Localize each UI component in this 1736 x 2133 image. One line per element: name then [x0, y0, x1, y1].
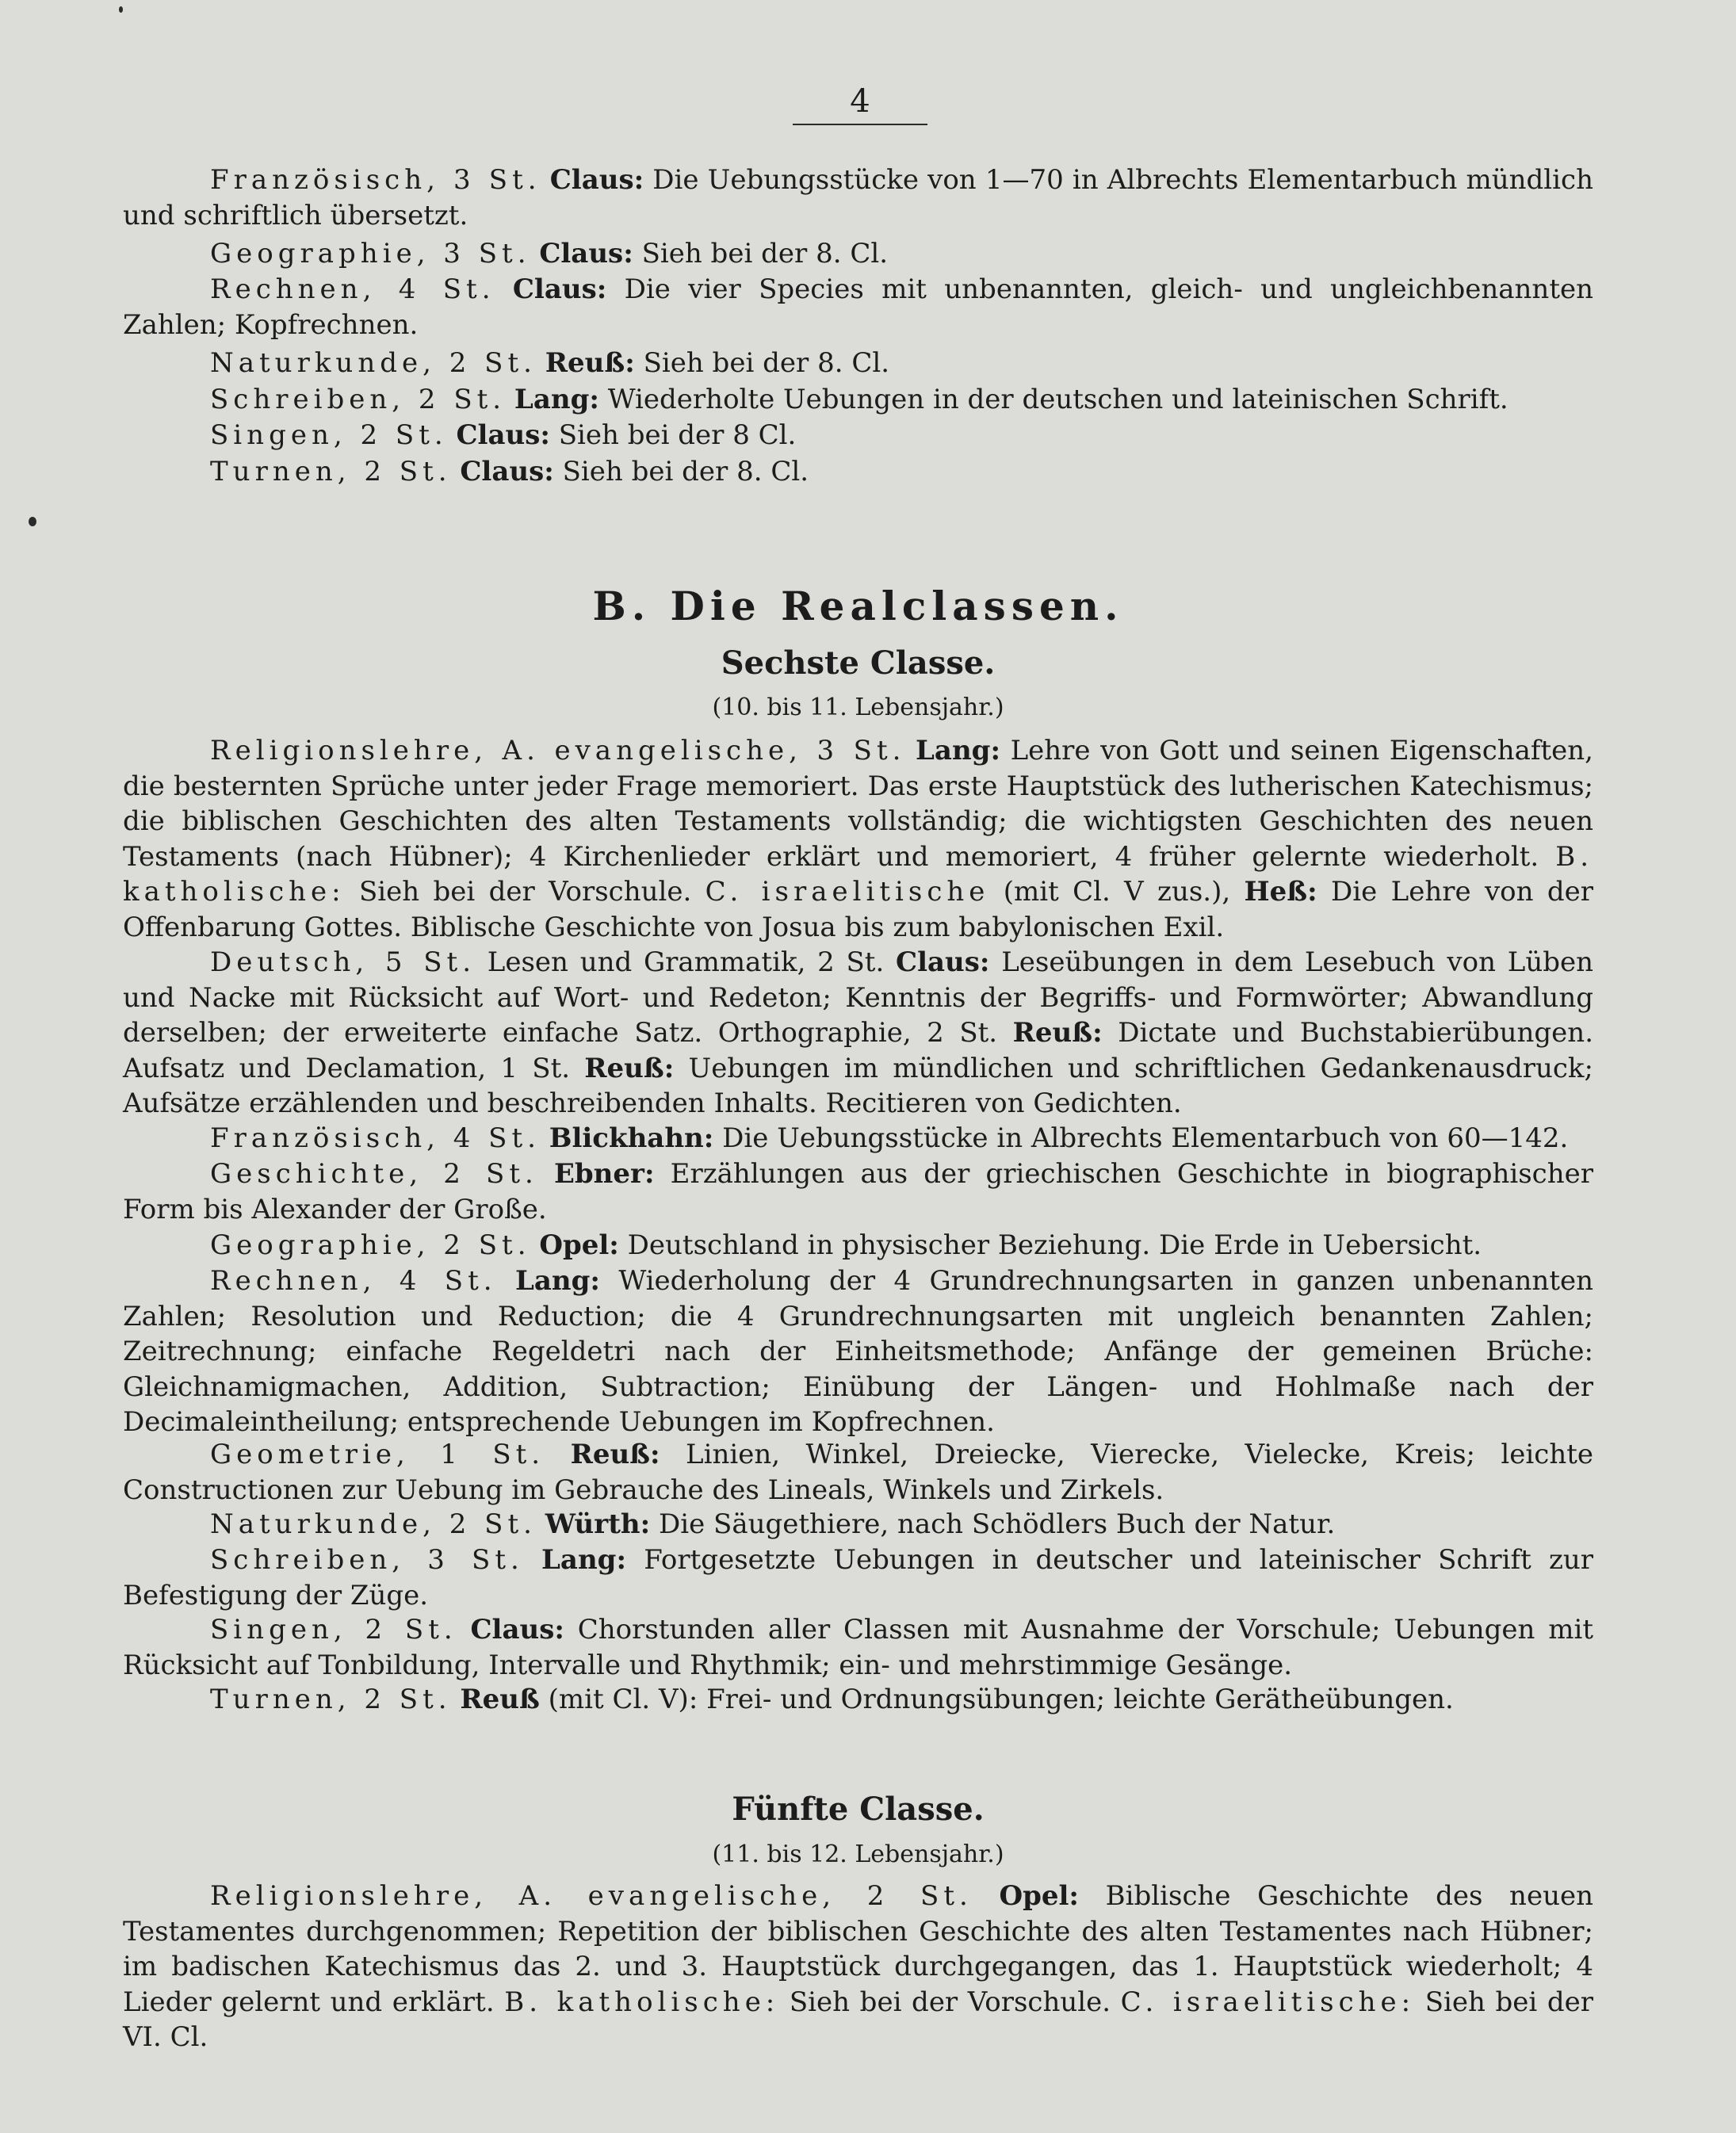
- section-title: B. Die Realclassen.: [592, 583, 1124, 629]
- class6-age: (10. bis 11. Lebensjahr.): [712, 694, 1004, 721]
- class6-geometrie: Geometrie, 1 St. Reuß: Linien, Winkel, Dreiecke, Vierecke, Vielecke, Kreis; leichte Constructionen zur Uebung im Gebrauche des Lineals, Winkels und Zirkels.: [123, 1439, 1594, 1506]
- class6-turnen: Turnen, 2 St. Reuß (mit Cl. V): Frei- und Ordnungsübungen; leichte Gerätheübungen.: [210, 1684, 1454, 1715]
- class5-religion: Religionslehre, A. evangelische, 2 St. Opel: Biblische Geschichte des neuen Testamentes durchgenommen; Repetition der biblischen Geschichte des alten Testamentes nach Hübner; im badischen Katechismus das 2. und 3. Hauptstück durchgegangen, das 1. Hauptstück wiederholt; 4 Lieder gelernt und erklärt. B. katholische: Sieh bei der Vorschule. C. israelitische: Sieh bei der VI. Cl.: [123, 1880, 1594, 2053]
- page-number: 4: [793, 79, 927, 125]
- entry-turnen-top: Turnen, 2 St. Claus: Sieh bei der 8. Cl.: [210, 456, 809, 487]
- entry-singen-top: Singen, 2 St. Claus: Sieh bei der 8 Cl.: [210, 419, 797, 451]
- entry-geographie-top: Geographie, 3 St. Claus: Sieh bei der 8. Cl.: [210, 238, 889, 269]
- class6-rechnen: Rechnen, 4 St. Lang: Wiederholung der 4 Grundrechnungsarten in ganzen unbenannten Zahlen; Resolution und Reduction; die 4 Grundrechnungsarten mit ungleich benannten Zahlen; Zeitrechnung; einfache Regeldetri nach der Einheitsmethode; Anfänge der gemeinen Brüche: Gleichnamigmachen, Addition, Subtraction; Einübung der Längen- und Hohlmaße nach der Decimaleintheilung; entsprechende Uebungen im Kopfrechnen.: [123, 1265, 1594, 1438]
- class6-franzoesisch: Französisch, 4 St. Blickhahn: Die Uebungsstücke in Albrechts Elementarbuch von 60—142.: [210, 1122, 1569, 1154]
- class6-deutsch: Deutsch, 5 St. Lesen und Grammatik, 2 St. Claus: Leseübungen in dem Lesebuch von Lüben und Nacke mit Rücksicht auf Wort- und Redeton; Kenntnis der Begriffs- und Formwörter; Abwandlung derselben; der erweiterte einfache Satz. Orthographie, 2 St. Reuß: Dictate und Buchstabierübungen. Aufsatz und Declamation, 1 St. Reuß: Uebungen im mündlichen und schriftlichen Gedankenausdruck; Aufsätze erzählenden und beschreibenden Inhalts. Recitieren von Gedichten.: [123, 946, 1594, 1119]
- class6-religion: Religionslehre, A. evangelische, 3 St. Lang: Lehre von Gott und seinen Eigenschaften, die besternten Sprüche unter jeder Frage memoriert. Das erste Hauptstück des lutherischen Katechismus; die biblischen Geschichten des alten Testaments vollständig; die wichtigsten Geschichten des neuen Testaments (nach Hübner); 4 Kirchenlieder erklärt und memoriert, 4 früher gelernte wiederholt. B. katholische: Sieh bei der Vorschule. C. israelitische (mit Cl. V zus.), Heß: Die Lehre von der Offenbarung Gottes. Biblische Geschichte von Josua bis zum babylonischen Exil.: [123, 735, 1594, 943]
- class6-geschichte: Geschichte, 2 St. Ebner: Erzählungen aus der griechischen Geschichte in biographischer Form bis Alexander der Große.: [123, 1158, 1593, 1225]
- class5-title: Fünfte Classe.: [732, 1791, 985, 1828]
- class6-title: Sechste Classe.: [721, 644, 996, 682]
- class6-geographie: Geographie, 2 St. Opel: Deutschland in physischer Beziehung. Die Erde in Uebersicht.: [210, 1229, 1482, 1261]
- class6-schreiben: Schreiben, 3 St. Lang: Fortgesetzte Uebungen in deutscher und lateinischer Schrift zur Befestigung der Züge.: [123, 1544, 1594, 1611]
- scan-speck: [29, 517, 36, 526]
- class5-age: (11. bis 12. Lebensjahr.): [712, 1841, 1004, 1868]
- scan-speck: [119, 6, 123, 13]
- entry-naturkunde-top: Naturkunde, 2 St. Reuß: Sieh bei der 8. Cl.: [210, 347, 890, 379]
- class6-naturkunde: Naturkunde, 2 St. Würth: Die Säugethiere, nach Schödlers Buch der Natur.: [210, 1508, 1336, 1540]
- entry-rechnen-top: Rechnen, 4 St. Claus: Die vier Species mit unbenannten, gleich- und ungleichbenannten Zahlen; Kopfrechnen.: [123, 273, 1593, 341]
- entry-schreiben-top: Schreiben, 2 St. Lang: Wiederholte Uebungen in der deutschen und lateinischen Schrift.: [210, 384, 1508, 415]
- entry-franzoesisch-top: Französisch, 3 St. Claus: Die Uebungsstücke von 1—70 in Albrechts Elementarbuch mündlich und schriftlich übersetzt.: [123, 164, 1593, 231]
- class6-singen: Singen, 2 St. Claus: Chorstunden aller Classen mit Ausnahme der Vorschule; Uebungen mit Rücksicht auf Tonbildung, Intervalle und Rhythmik; ein- und mehrstimmige Gesänge.: [123, 1614, 1593, 1681]
